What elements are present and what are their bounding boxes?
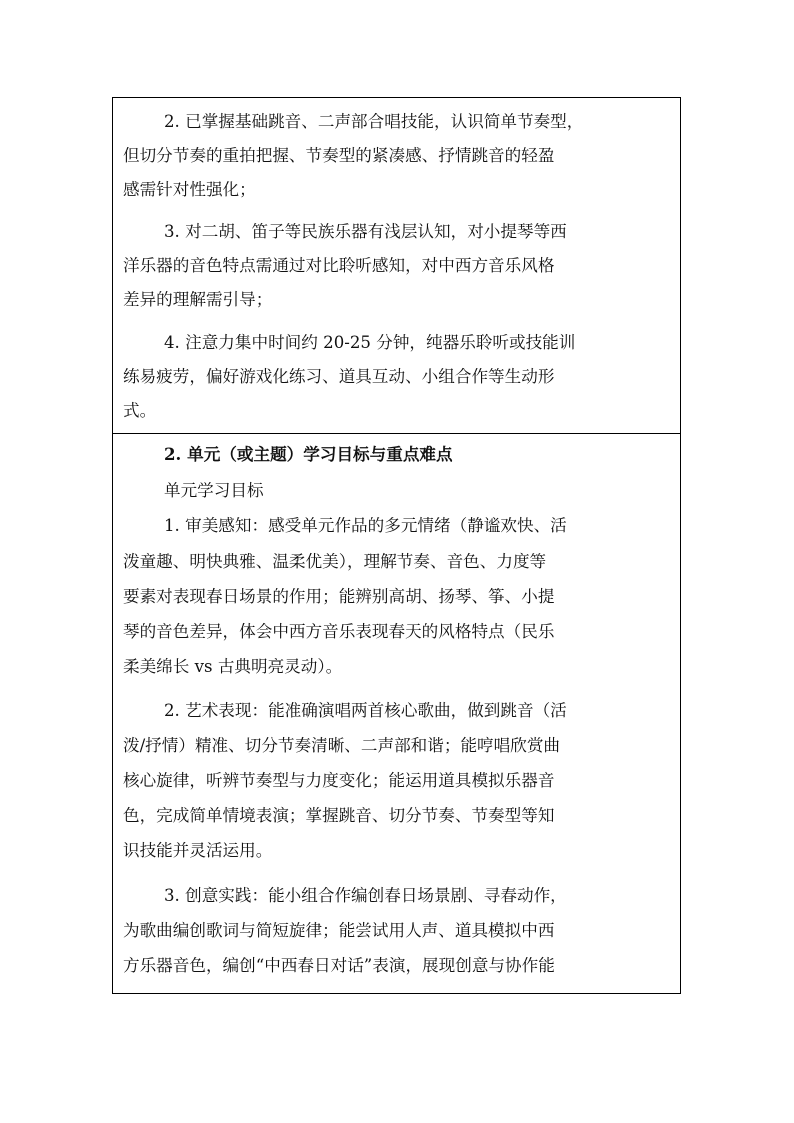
paragraph-line: 识技能并灵活运用。 — [123, 841, 273, 860]
paragraph-line: 柔美绵长 vs 古典明亮灵动）。 — [123, 657, 343, 676]
paragraph-line: 2. 已掌握基础跳音、二声部合唱技能，认识简单节奏型， — [164, 112, 584, 131]
paragraph-line: 3. 创意实践：能小组合作编创春日场景剧、寻春动作， — [164, 886, 567, 905]
paragraph-line: 要素对表现春日场景的作用；能辨别高胡、扬琴、筝、小提 — [123, 587, 555, 606]
learning-objectives-cell — [113, 434, 680, 993]
paragraph-line: 1. 审美感知：感受单元作品的多元情绪（静谧欢快、活 — [164, 516, 567, 535]
paragraph-line: 练易疲劳，偏好游戏化练习、道具互动、小组合作等生动形 — [123, 367, 555, 386]
paragraph-line: 感需针对性强化； — [123, 180, 256, 199]
paragraph-line: 3. 对二胡、笛子等民族乐器有浅层认知，对小提琴等西 — [164, 222, 567, 241]
document-table — [112, 97, 681, 994]
paragraph-line: 但切分节奏的重拍把握、节奏型的紧凑感、抒情跳音的轻盈 — [123, 146, 555, 165]
paragraph-line: 泼童趣、明快典雅、温柔优美），理解节奏、音色、力度等 — [123, 552, 547, 571]
paragraph-line: 方乐器音色，编创“中西春日对话”表演，展现创意与协作能 — [123, 956, 555, 975]
section-subheading: 单元学习目标 — [164, 481, 264, 500]
paragraph-line: 为歌曲编创歌词与简短旋律；能尝试用人声、道具模拟中西 — [123, 921, 555, 940]
paragraph-line: 4. 注意力集中时间约 20-25 分钟，纯器乐聆听或技能训 — [164, 333, 576, 352]
paragraph-line: 2. 艺术表现：能准确演唱两首核心歌曲，做到跳音（活 — [164, 701, 567, 720]
paragraph-line: 核心旋律，听辨节奏型与力度变化；能运用道具模拟乐器音 — [123, 771, 555, 790]
paragraph-line: 色，完成简单情境表演；掌握跳音、切分节奏、节奏型等知 — [123, 806, 555, 825]
paragraph-line: 式。 — [123, 401, 157, 420]
section-heading: 2. 单元（或主题）学习目标与重点难点 — [164, 444, 453, 464]
paragraph-line: 泼/抒情）精准、切分节奏清晰、二声部和谐；能哼唱欣赏曲 — [123, 736, 561, 755]
learner-analysis-cell — [113, 98, 680, 434]
paragraph-line: 洋乐器的音色特点需通过对比聆听感知，对中西方音乐风格 — [123, 256, 555, 275]
paragraph-line: 琴的音色差异，体会中西方音乐表现春天的风格特点（民乐 — [123, 622, 555, 641]
paragraph-line: 差异的理解需引导； — [123, 290, 273, 309]
